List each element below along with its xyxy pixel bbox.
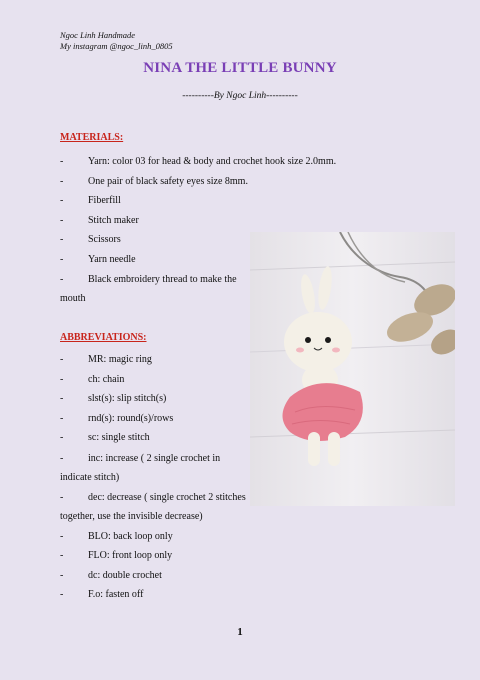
list-item: - dc: double crochet xyxy=(60,566,250,586)
list-item: - rnd(s): round(s)/rows xyxy=(60,409,250,429)
list-marker: - xyxy=(60,589,64,600)
list-marker: - xyxy=(60,491,64,503)
list-marker: - xyxy=(60,569,64,581)
list-marker: - xyxy=(60,175,64,187)
list-item: - Stitch maker xyxy=(60,211,250,231)
list-item: - BLO: back loop only xyxy=(60,527,250,547)
list-marker: - xyxy=(60,274,64,285)
page-title: NINA THE LITTLE BUNNY xyxy=(143,60,337,76)
list-marker: - xyxy=(60,195,64,206)
list-item: - One pair of black safety eyes size 8mm. xyxy=(60,172,250,192)
list-marker: - xyxy=(60,530,64,542)
document-header xyxy=(60,30,173,52)
list-item: - Scissors xyxy=(60,230,250,250)
list-marker: - xyxy=(60,412,64,424)
list-item: - Black embroidery thread to make the mouth xyxy=(60,270,250,308)
list-marker: - xyxy=(60,452,64,464)
bunny-photo xyxy=(250,232,455,506)
list-marker: - xyxy=(60,234,64,245)
list-marker: - xyxy=(60,432,64,443)
list-item: - FLO: front loop only xyxy=(60,546,250,566)
list-marker: - xyxy=(60,373,64,385)
list-item: - dec: decrease ( single crochet 2 stitches together, use the invisible decrease) xyxy=(60,488,250,526)
list-marker: - xyxy=(60,393,64,404)
list-item: - F.o: fasten off xyxy=(60,585,250,605)
list-marker: - xyxy=(60,354,64,365)
list-item: - Fiberfill xyxy=(60,191,250,211)
list-item: - Yarn: color 03 for head & body and crochet hook size 2.0mm. xyxy=(60,152,250,172)
list-item: - MR: magic ring xyxy=(60,350,250,370)
list-marker: - xyxy=(60,214,64,226)
list-item: - ch: chain xyxy=(60,370,250,390)
list-item: - sc: single stitch xyxy=(60,428,250,448)
author-byline: ----------By Ngoc Linh---------- xyxy=(182,91,298,101)
materials-list xyxy=(60,152,337,308)
list-item: - Yarn needle xyxy=(60,250,250,270)
header-instagram: My instagram @ngoc_linh_0805 xyxy=(60,41,173,51)
materials-heading: MATERIALS: xyxy=(60,132,124,143)
list-marker: - xyxy=(60,550,64,561)
header-brand: Ngoc Linh Handmade xyxy=(60,30,136,40)
list-item: - slst(s): slip stitch(s) xyxy=(60,389,250,409)
abbreviations-list xyxy=(60,350,250,605)
list-marker: - xyxy=(60,253,64,265)
page-number: 1 xyxy=(237,626,243,638)
list-item: - inc: increase ( 2 single crochet in indicate stitch) xyxy=(60,449,250,487)
list-marker: - xyxy=(60,156,64,167)
abbreviations-heading: ABBREVIATIONS: xyxy=(60,332,147,343)
